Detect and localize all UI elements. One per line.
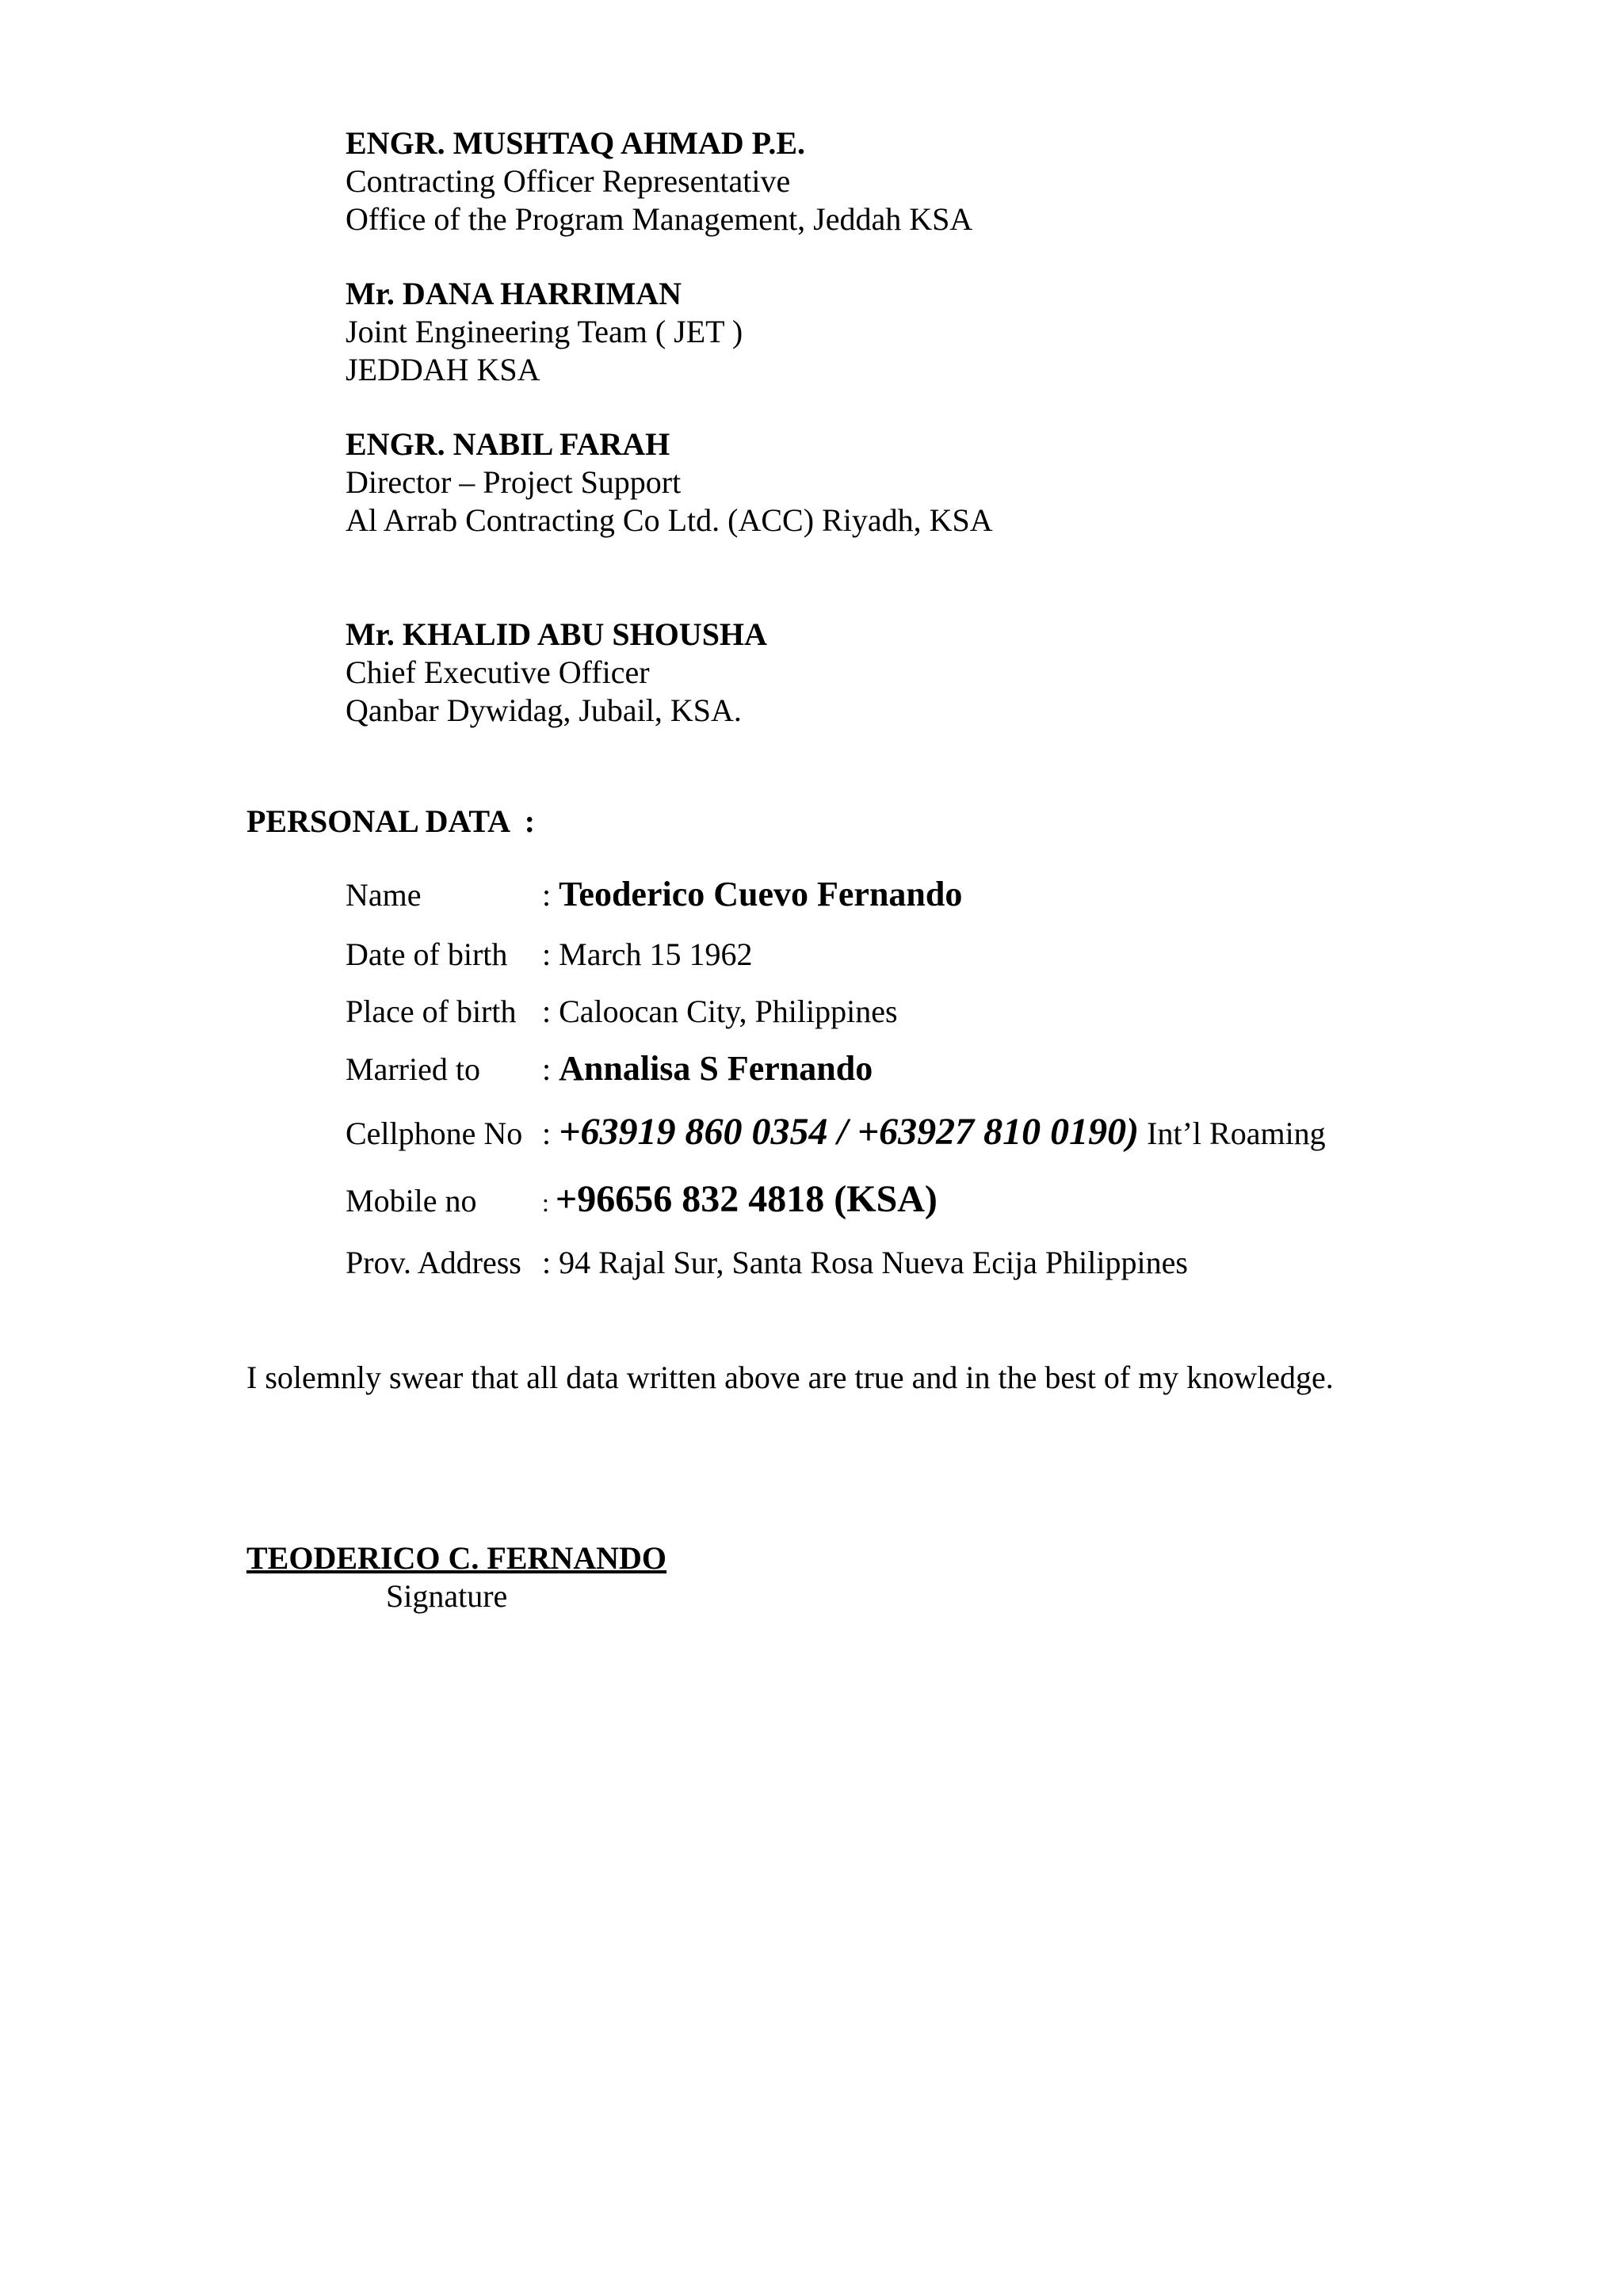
dob-label: Date of birth	[346, 936, 508, 972]
field-colon: :	[542, 877, 559, 913]
pob-label: Place of birth	[346, 994, 517, 1029]
cellphone-note: Int’l Roaming	[1139, 1116, 1326, 1151]
reference-position: Director – Project Support	[346, 464, 682, 500]
reference-organization: Al Arrab Contracting Co Ltd. (ACC) Riyadh, KSA	[346, 502, 993, 538]
date-of-birth-row	[346, 936, 753, 974]
address-label: Prov. Address	[346, 1245, 521, 1280]
field-colon: :	[542, 1116, 559, 1151]
personal-data-heading: PERSONAL DATA :	[246, 803, 536, 839]
married-to-row	[346, 1050, 873, 1089]
oath-statement: I solemnly swear that all data written above are true and in the best of my knowledge.	[246, 1360, 1334, 1395]
reference-organization: Office of the Program Management, Jeddah KSA	[346, 201, 973, 237]
reference-2	[346, 275, 1376, 389]
reference-name: ENGR. NABIL FARAH	[346, 426, 670, 462]
cellphone-value: +63919 860 0354 / +63927 810 0190)	[559, 1111, 1140, 1153]
signature-label: Signature	[386, 1578, 508, 1614]
reference-3	[346, 425, 1376, 540]
reference-organization: JEDDAH KSA	[346, 352, 540, 387]
cellphone-row	[346, 1113, 1326, 1153]
mobile-value: +96656 832 4818 (KSA)	[555, 1178, 938, 1220]
reference-name: ENGR. MUSHTAQ AHMAD P.E.	[346, 125, 806, 161]
place-of-birth-row	[346, 993, 898, 1031]
signatory-name: TEODERICO C. FERNANDO	[246, 1540, 667, 1576]
married-label: Married to	[346, 1051, 480, 1087]
pob-value: Caloocan City, Philippines	[559, 994, 898, 1029]
reference-name: Mr. DANA HARRIMAN	[346, 276, 682, 311]
mobile-label: Mobile no	[346, 1183, 477, 1219]
reference-1	[346, 124, 1376, 238]
address-row	[346, 1244, 1188, 1282]
address-value: 94 Rajal Sur, Santa Rosa Nueva Ecija Philippines	[559, 1245, 1188, 1280]
reference-position: Contracting Officer Representative	[346, 163, 791, 199]
field-colon: :	[542, 1051, 559, 1087]
reference-position: Joint Engineering Team ( JET )	[346, 314, 743, 349]
field-colon: :	[542, 994, 559, 1029]
name-label: Name	[346, 877, 422, 913]
personal-name-row	[346, 875, 962, 914]
reference-name: Mr. KHALID ABU SHOUSHA	[346, 616, 767, 652]
married-value: Annalisa S Fernando	[559, 1049, 873, 1088]
reference-position: Chief Executive Officer	[346, 654, 650, 690]
field-colon: :	[542, 1245, 559, 1280]
field-colon: :	[542, 1188, 556, 1217]
cellphone-label: Cellphone No	[346, 1116, 523, 1151]
reference-organization: Qanbar Dywidag, Jubail, KSA.	[346, 692, 742, 728]
reference-4	[346, 616, 1376, 730]
name-value: Teoderico Cuevo Fernando	[559, 875, 963, 913]
field-colon: :	[542, 936, 559, 972]
dob-value: March 15 1962	[559, 936, 753, 972]
mobile-row	[346, 1180, 938, 1222]
